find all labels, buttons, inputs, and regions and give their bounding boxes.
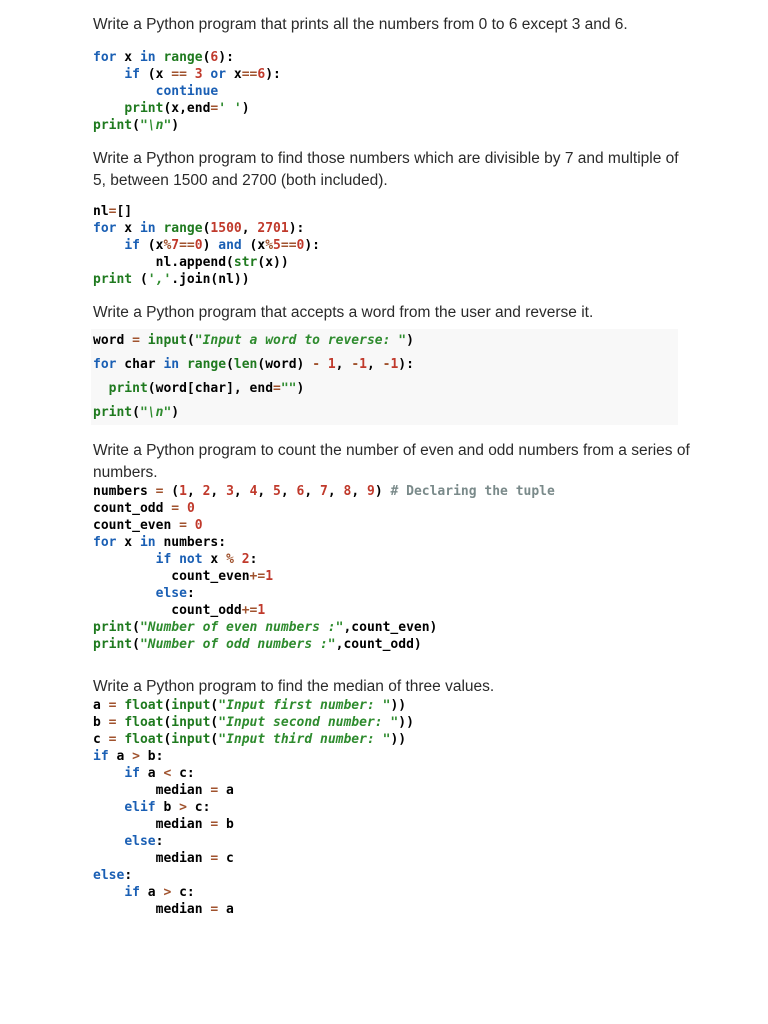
code-line: count_even+=1 — [93, 569, 274, 584]
code-block-5 — [93, 697, 414, 918]
code-line: median = c — [93, 851, 234, 866]
code-block-3 — [91, 329, 678, 425]
code-line: if (x%7==0) and (x%5==0): — [124, 238, 321, 253]
code-line: print("\n") — [93, 118, 180, 133]
code-line: if not x % 2: — [155, 552, 258, 567]
code-line: for x in range(1500, 2701): — [93, 221, 305, 236]
code-line: if a > b: — [93, 749, 164, 764]
code-line: for x in numbers: — [93, 535, 227, 550]
code-line: if (x == 3 or x==6): — [124, 67, 281, 82]
code-line: print("Number of odd numbers :",count_odd) — [93, 637, 422, 652]
code-line: nl.append(str(x)) — [93, 255, 289, 270]
code-line: median = a — [93, 902, 234, 917]
code-line: b = float(input("Input second number: ")) — [93, 715, 414, 730]
code-line: word = input("Input a word to reverse: ") — [93, 333, 414, 348]
code-line: median = a — [93, 783, 234, 798]
code-block-2 — [93, 203, 320, 288]
question-4: Write a Python program to count the number of even and odd numbers from a series of numbers. — [93, 442, 690, 481]
code-line: median = b — [93, 817, 234, 832]
code-line: else: — [93, 868, 133, 883]
code-line: print (','.join(nl)) — [93, 272, 250, 287]
code-line: count_odd+=1 — [93, 603, 266, 618]
code-line: a = float(input("Input first number: ")) — [93, 698, 407, 713]
code-line: print(x,end=' ') — [124, 101, 250, 116]
code-line: if a > c: — [124, 885, 195, 900]
code-line: c = float(input("Input third number: ")) — [93, 732, 407, 747]
code-line: for char in range(len(word) - 1, -1, -1): — [93, 357, 414, 372]
question-1: Write a Python program that prints all the numbers from 0 to 6 except 3 and 6. — [93, 16, 628, 33]
code-line: elif b > c: — [124, 800, 211, 815]
code-line: else: — [124, 834, 164, 849]
question-5: Write a Python program to find the median of three values. — [93, 678, 495, 695]
code-line: if a < c: — [124, 766, 195, 781]
code-line: count_odd = 0 — [93, 501, 195, 516]
question-3: Write a Python program that accepts a word from the user and reverse it. — [93, 304, 594, 321]
code-line: continue — [155, 84, 219, 99]
code-block-4 — [93, 483, 555, 653]
code-block-1 — [93, 49, 281, 134]
code-line: for x in range(6): — [93, 50, 234, 65]
code-line: count_even = 0 — [93, 518, 203, 533]
code-line: print("Number of even numbers :",count_even) — [93, 620, 438, 635]
code-line: nl=[] — [93, 204, 133, 219]
code-line: print("\n") — [93, 405, 180, 420]
code-line: else: — [155, 586, 195, 601]
code-line: numbers = (1, 2, 3, 4, 5, 6, 7, 8, 9) # Declaring the tuple — [93, 484, 555, 499]
code-line: print(word[char], end="") — [108, 381, 305, 396]
question-2: Write a Python program to find those numbers which are divisible by 7 and multiple of 5, between 1500 and 2700 (both included). — [93, 150, 679, 189]
